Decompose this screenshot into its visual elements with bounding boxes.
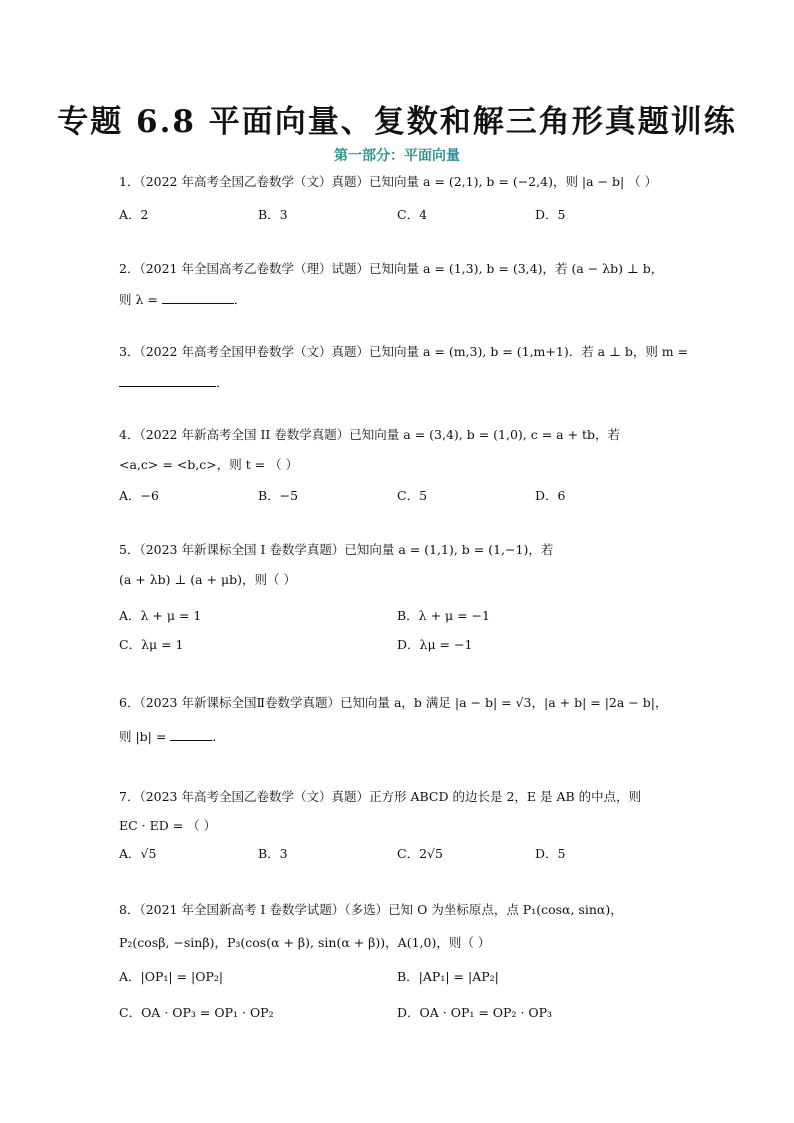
question-2 <box>119 261 679 307</box>
question-8-option-c[interactable]: C．OA · OP₃ = OP₁ · OP₂ <box>119 1005 274 1020</box>
question-1-line-1: 1．（2022 年高考全国乙卷数学（文）真题）已知向量 a = (2,1), b = (−2,4)，则 |a − b| （ ） <box>119 174 658 189</box>
question-8 <box>119 902 679 951</box>
question-7-line-2: EC · ED = （ ） <box>119 818 217 833</box>
question-7-option-c[interactable]: C．2√5 <box>397 846 443 861</box>
question-8-option-b[interactable]: B．|AP₁| = |AP₂| <box>397 969 499 984</box>
question-1 <box>119 174 679 190</box>
page-title: 专题 6.8 平面向量、复数和解三角形真题训练 <box>57 104 737 140</box>
question-5-option-d[interactable]: D．λμ = −1 <box>397 637 473 652</box>
question-6-line-2: 则 |b| = ． <box>119 729 225 744</box>
answer-blank[interactable] <box>170 728 212 741</box>
answer-blank[interactable] <box>119 374 216 387</box>
question-7 <box>119 789 679 834</box>
question-6 <box>119 695 679 744</box>
question-7-option-b[interactable]: B．3 <box>258 846 288 861</box>
answer-blank[interactable] <box>162 291 234 304</box>
question-5-line-2: (a + λb) ⊥ (a + μb)，则（ ） <box>119 572 296 587</box>
question-5 <box>119 542 679 588</box>
question-6-line-1: 6．（2023 年新课标全国Ⅱ卷数学真题）已知向量 a，b 满足 |a − b| = √3，|a + b| = |2a − b|， <box>119 695 668 710</box>
question-4-line-2: <a,c> = <b,c>，则 t = （ ） <box>119 457 299 472</box>
question-1-option-b[interactable]: B．3 <box>258 207 288 222</box>
question-2-line-1: 2．（2021 年全国高考乙卷数学（理）试题）已知向量 a = (1,3), b = (3,4)，若 (a − λb) ⊥ b， <box>119 261 664 276</box>
question-7-option-d[interactable]: D．5 <box>535 846 566 861</box>
question-8-line-2: P₂(cosβ, −sinβ)，P₃(cos(α + β), sin(α + β))，A(1,0)，则（ ） <box>119 935 491 950</box>
question-3-line-1: 3．（2022 年高考全国甲卷数学（文）真题）已知向量 a = (m,3), b = (1,m+1)．若 a ⊥ b，则 m = <box>119 344 689 359</box>
question-3-line-2: ． <box>119 374 679 390</box>
question-4-option-b[interactable]: B．−5 <box>258 488 299 503</box>
section-subtitle: 第一部分：平面向量 <box>334 148 460 164</box>
question-4-line-1: 4．（2022 年新高考全国 II 卷数学真题）已知向量 a = (3,4), b = (1,0), c = a + tb，若 <box>119 427 621 442</box>
question-4-option-a[interactable]: A．−6 <box>119 488 159 503</box>
question-5-option-a[interactable]: A．λ + μ = 1 <box>119 608 202 623</box>
question-8-option-d[interactable]: D．OA · OP₁ = OP₂ · OP₃ <box>397 1005 553 1020</box>
question-5-line-1: 5．（2023 年新课标全国 I 卷数学真题）已知向量 a = (1,1), b = (1,−1)，若 <box>119 542 554 557</box>
question-3 <box>119 344 689 390</box>
question-5-option-b[interactable]: B．λ + μ = −1 <box>397 608 490 623</box>
question-1-option-d[interactable]: D．5 <box>535 207 566 222</box>
question-2-line-2: 则 λ = ． <box>119 292 247 307</box>
question-6-line-2-text: 则 |b| = <box>119 729 171 744</box>
question-4-option-d[interactable]: D．6 <box>535 488 566 503</box>
question-4 <box>119 427 679 473</box>
question-7-line-1: 7．（2023 年高考全国乙卷数学（文）真题）正方形 ABCD 的边长是 2，E 是 AB 的中点，则 <box>119 789 642 804</box>
question-1-option-c[interactable]: C．4 <box>397 207 428 222</box>
question-7-option-a[interactable]: A．√5 <box>119 846 157 861</box>
question-5-option-c[interactable]: C．λμ = 1 <box>119 637 184 652</box>
question-2-line-2-text: 则 λ = <box>119 292 162 307</box>
question-8-line-1: 8．（2021 年全国新高考 I 卷数学试题）（多选）已知 O 为坐标原点，点 P₁(cosα, sinα)， <box>119 902 623 917</box>
question-8-option-a[interactable]: A．|OP₁| = |OP₂| <box>119 969 224 984</box>
question-1-option-a[interactable]: A．2 <box>119 207 149 222</box>
question-4-option-c[interactable]: C．5 <box>397 488 428 503</box>
